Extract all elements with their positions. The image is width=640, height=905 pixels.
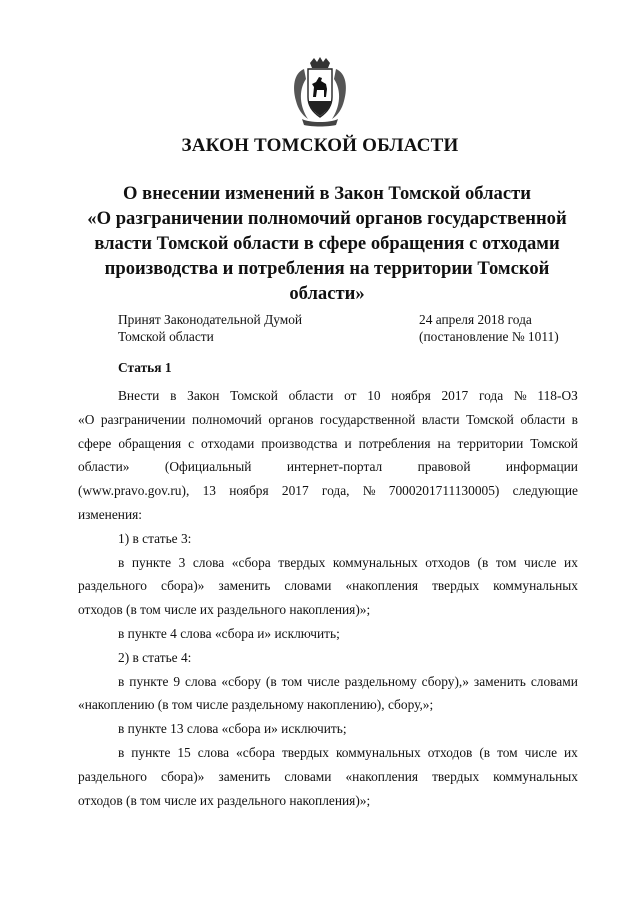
- body-word: власти: [421, 411, 460, 427]
- body-word: числе: [524, 554, 557, 570]
- body-word: следующие: [512, 483, 578, 499]
- body-word: сфере: [78, 435, 112, 451]
- body-word: разграничении: [100, 411, 186, 427]
- body-word: на: [437, 435, 451, 451]
- body-word: раздельного: [78, 768, 147, 784]
- body-word: в: [170, 388, 177, 403]
- body-word: органов: [268, 411, 314, 427]
- body-word: отходов (в том числе их раздельного накопления)»;: [78, 792, 371, 808]
- adoption-info: [118, 311, 302, 345]
- body-word: 2) в статье 4:: [118, 649, 192, 665]
- body-word: производства: [261, 435, 338, 451]
- body-word: «накопления: [345, 768, 419, 784]
- law-title: [72, 181, 582, 306]
- body-word: 2017: [281, 483, 309, 499]
- body-word: коммунальных: [493, 768, 578, 784]
- body-word: в: [118, 744, 125, 760]
- body-word: пункте: [131, 554, 172, 570]
- body-word: том: [497, 744, 518, 760]
- body-word: в: [571, 411, 578, 427]
- body-line: [78, 527, 578, 551]
- body-word: коммунальных: [493, 578, 578, 594]
- body-line: [78, 693, 578, 717]
- body-word: в пункте 4 слова «сбора и» исключить;: [118, 625, 340, 641]
- adoption-date: [419, 311, 559, 345]
- body-line: [78, 551, 578, 575]
- body-word: 13: [202, 483, 216, 499]
- body-word: Томской: [230, 388, 278, 403]
- body-word: Закон: [187, 388, 220, 403]
- body-word: обращения: [118, 435, 182, 451]
- body-line: [78, 646, 578, 670]
- body-word: отходов (в том числе их раздельного накопления)»;: [78, 602, 371, 618]
- body-word: числе: [524, 744, 558, 760]
- body-word: заменить: [218, 768, 271, 784]
- body-word: в: [118, 673, 125, 689]
- body-word: потребления: [358, 435, 431, 451]
- body-word: 7000201711130005): [388, 483, 500, 499]
- body-line: [78, 741, 578, 765]
- law-title-line: О внесении изменений в Закон Томской области: [123, 183, 531, 204]
- body-word: Внести: [118, 388, 160, 403]
- body-word: 9: [173, 673, 181, 689]
- body-line: [78, 384, 578, 408]
- body-word: «сбору: [221, 673, 261, 689]
- body-word: Томской: [466, 411, 514, 427]
- body-line: [78, 503, 578, 527]
- body-line: [78, 574, 578, 598]
- body-word: твердых: [432, 578, 480, 594]
- body-word: словами: [284, 768, 332, 784]
- body-word: слова: [192, 554, 225, 570]
- body-word: раздельному: [344, 673, 417, 689]
- body-word: «накопления: [345, 578, 419, 594]
- body-word: 118-ОЗ: [537, 388, 578, 403]
- body-word: (www.pravo.gov.ru),: [78, 483, 190, 499]
- body-word: «накоплению (в том числе раздельному накоплению), сбору,»;: [78, 697, 434, 713]
- article-body: [78, 384, 578, 812]
- body-word: твердых: [432, 768, 480, 784]
- body-word: 1) в статье 3:: [118, 530, 192, 546]
- body-word: области: [520, 411, 566, 427]
- body-line: [78, 670, 578, 694]
- law-title-line: власти Томской области в сфере обращения с отходами: [94, 233, 560, 254]
- body-word: раздельного: [78, 578, 147, 594]
- adoption-line: Томской области: [118, 329, 214, 344]
- resolution-line: (постановление № 1011): [419, 329, 559, 344]
- body-word: в пункте 13 слова «сбора и» исключить;: [118, 721, 347, 737]
- body-line: [78, 765, 578, 789]
- body-line: [78, 622, 578, 646]
- body-word: коммунальных: [332, 554, 418, 570]
- body-line: [78, 408, 578, 432]
- body-line: [78, 717, 578, 741]
- body-word: Томской: [530, 435, 578, 451]
- body-word: с: [188, 435, 195, 451]
- body-word: твердых: [278, 554, 326, 570]
- body-word: области»: [78, 459, 130, 475]
- body-word: словами: [284, 578, 332, 594]
- body-word: территории: [457, 435, 524, 451]
- body-word: числе: [307, 673, 340, 689]
- body-word: сбора)»: [160, 578, 205, 594]
- law-title-line: производства и потребления на территории Томской: [104, 258, 550, 279]
- body-word: отходами: [201, 435, 255, 451]
- body-word: (в: [477, 554, 489, 570]
- body-word: отходов: [425, 554, 470, 570]
- body-word: 2017: [441, 388, 469, 403]
- body-word: от: [344, 388, 357, 403]
- body-word: «О: [78, 411, 95, 427]
- body-line: [78, 789, 578, 813]
- body-word: ноября: [229, 483, 269, 499]
- body-word: №: [362, 483, 376, 499]
- body-word: (в: [479, 744, 491, 760]
- coat-of-arms-icon: [290, 57, 350, 127]
- body-word: слова: [185, 673, 217, 689]
- body-word: в: [118, 554, 125, 570]
- body-word: их: [564, 554, 578, 570]
- body-word: 15: [177, 744, 191, 760]
- body-word: отходов: [427, 744, 473, 760]
- body-word: коммунальных: [335, 744, 421, 760]
- body-word: №: [513, 388, 527, 403]
- body-word: сбора)»: [160, 768, 205, 784]
- body-word: государственной: [319, 411, 416, 427]
- body-word: года: [478, 388, 504, 403]
- body-word: информации: [505, 459, 578, 475]
- adoption-line: Принят Законодательной Думой: [118, 312, 303, 327]
- body-line: [78, 598, 578, 622]
- body-word: изменения:: [78, 506, 143, 522]
- law-title-line: «О разграничении полномочий органов государственной: [87, 208, 567, 229]
- body-word: полномочий: [191, 411, 262, 427]
- body-word: «сбора: [231, 554, 271, 570]
- body-word: и: [344, 435, 352, 451]
- body-word: (в: [265, 673, 277, 689]
- law-heading: ЗАКОН ТОМСКОЙ ОБЛАСТИ: [181, 135, 459, 156]
- body-word: правовой: [417, 459, 471, 475]
- body-word: 3: [178, 554, 186, 570]
- body-word: сбору),»: [421, 673, 469, 689]
- body-line: [78, 455, 578, 479]
- body-word: твердых: [281, 744, 330, 760]
- body-word: том: [281, 673, 303, 689]
- body-line: [78, 479, 578, 503]
- article-heading: Статья 1: [118, 360, 172, 375]
- body-word: пункте: [129, 673, 169, 689]
- body-word: заменить: [473, 673, 526, 689]
- body-word: заменить: [218, 578, 271, 594]
- law-title-line: области»: [289, 283, 365, 304]
- body-word: интернет-портал: [286, 459, 383, 475]
- body-word: (Официальный: [164, 459, 252, 475]
- body-word: пункте: [131, 744, 171, 760]
- body-word: «сбора: [236, 744, 275, 760]
- body-word: года,: [321, 483, 350, 499]
- body-word: ноября: [391, 388, 431, 403]
- body-word: их: [564, 744, 578, 760]
- body-line: [78, 432, 578, 456]
- body-word: словами: [530, 673, 578, 689]
- date-line: 24 апреля 2018 года: [419, 312, 532, 327]
- body-word: том: [495, 554, 517, 570]
- body-word: 10: [367, 388, 381, 403]
- body-word: слова: [197, 744, 230, 760]
- body-word: области: [288, 388, 334, 403]
